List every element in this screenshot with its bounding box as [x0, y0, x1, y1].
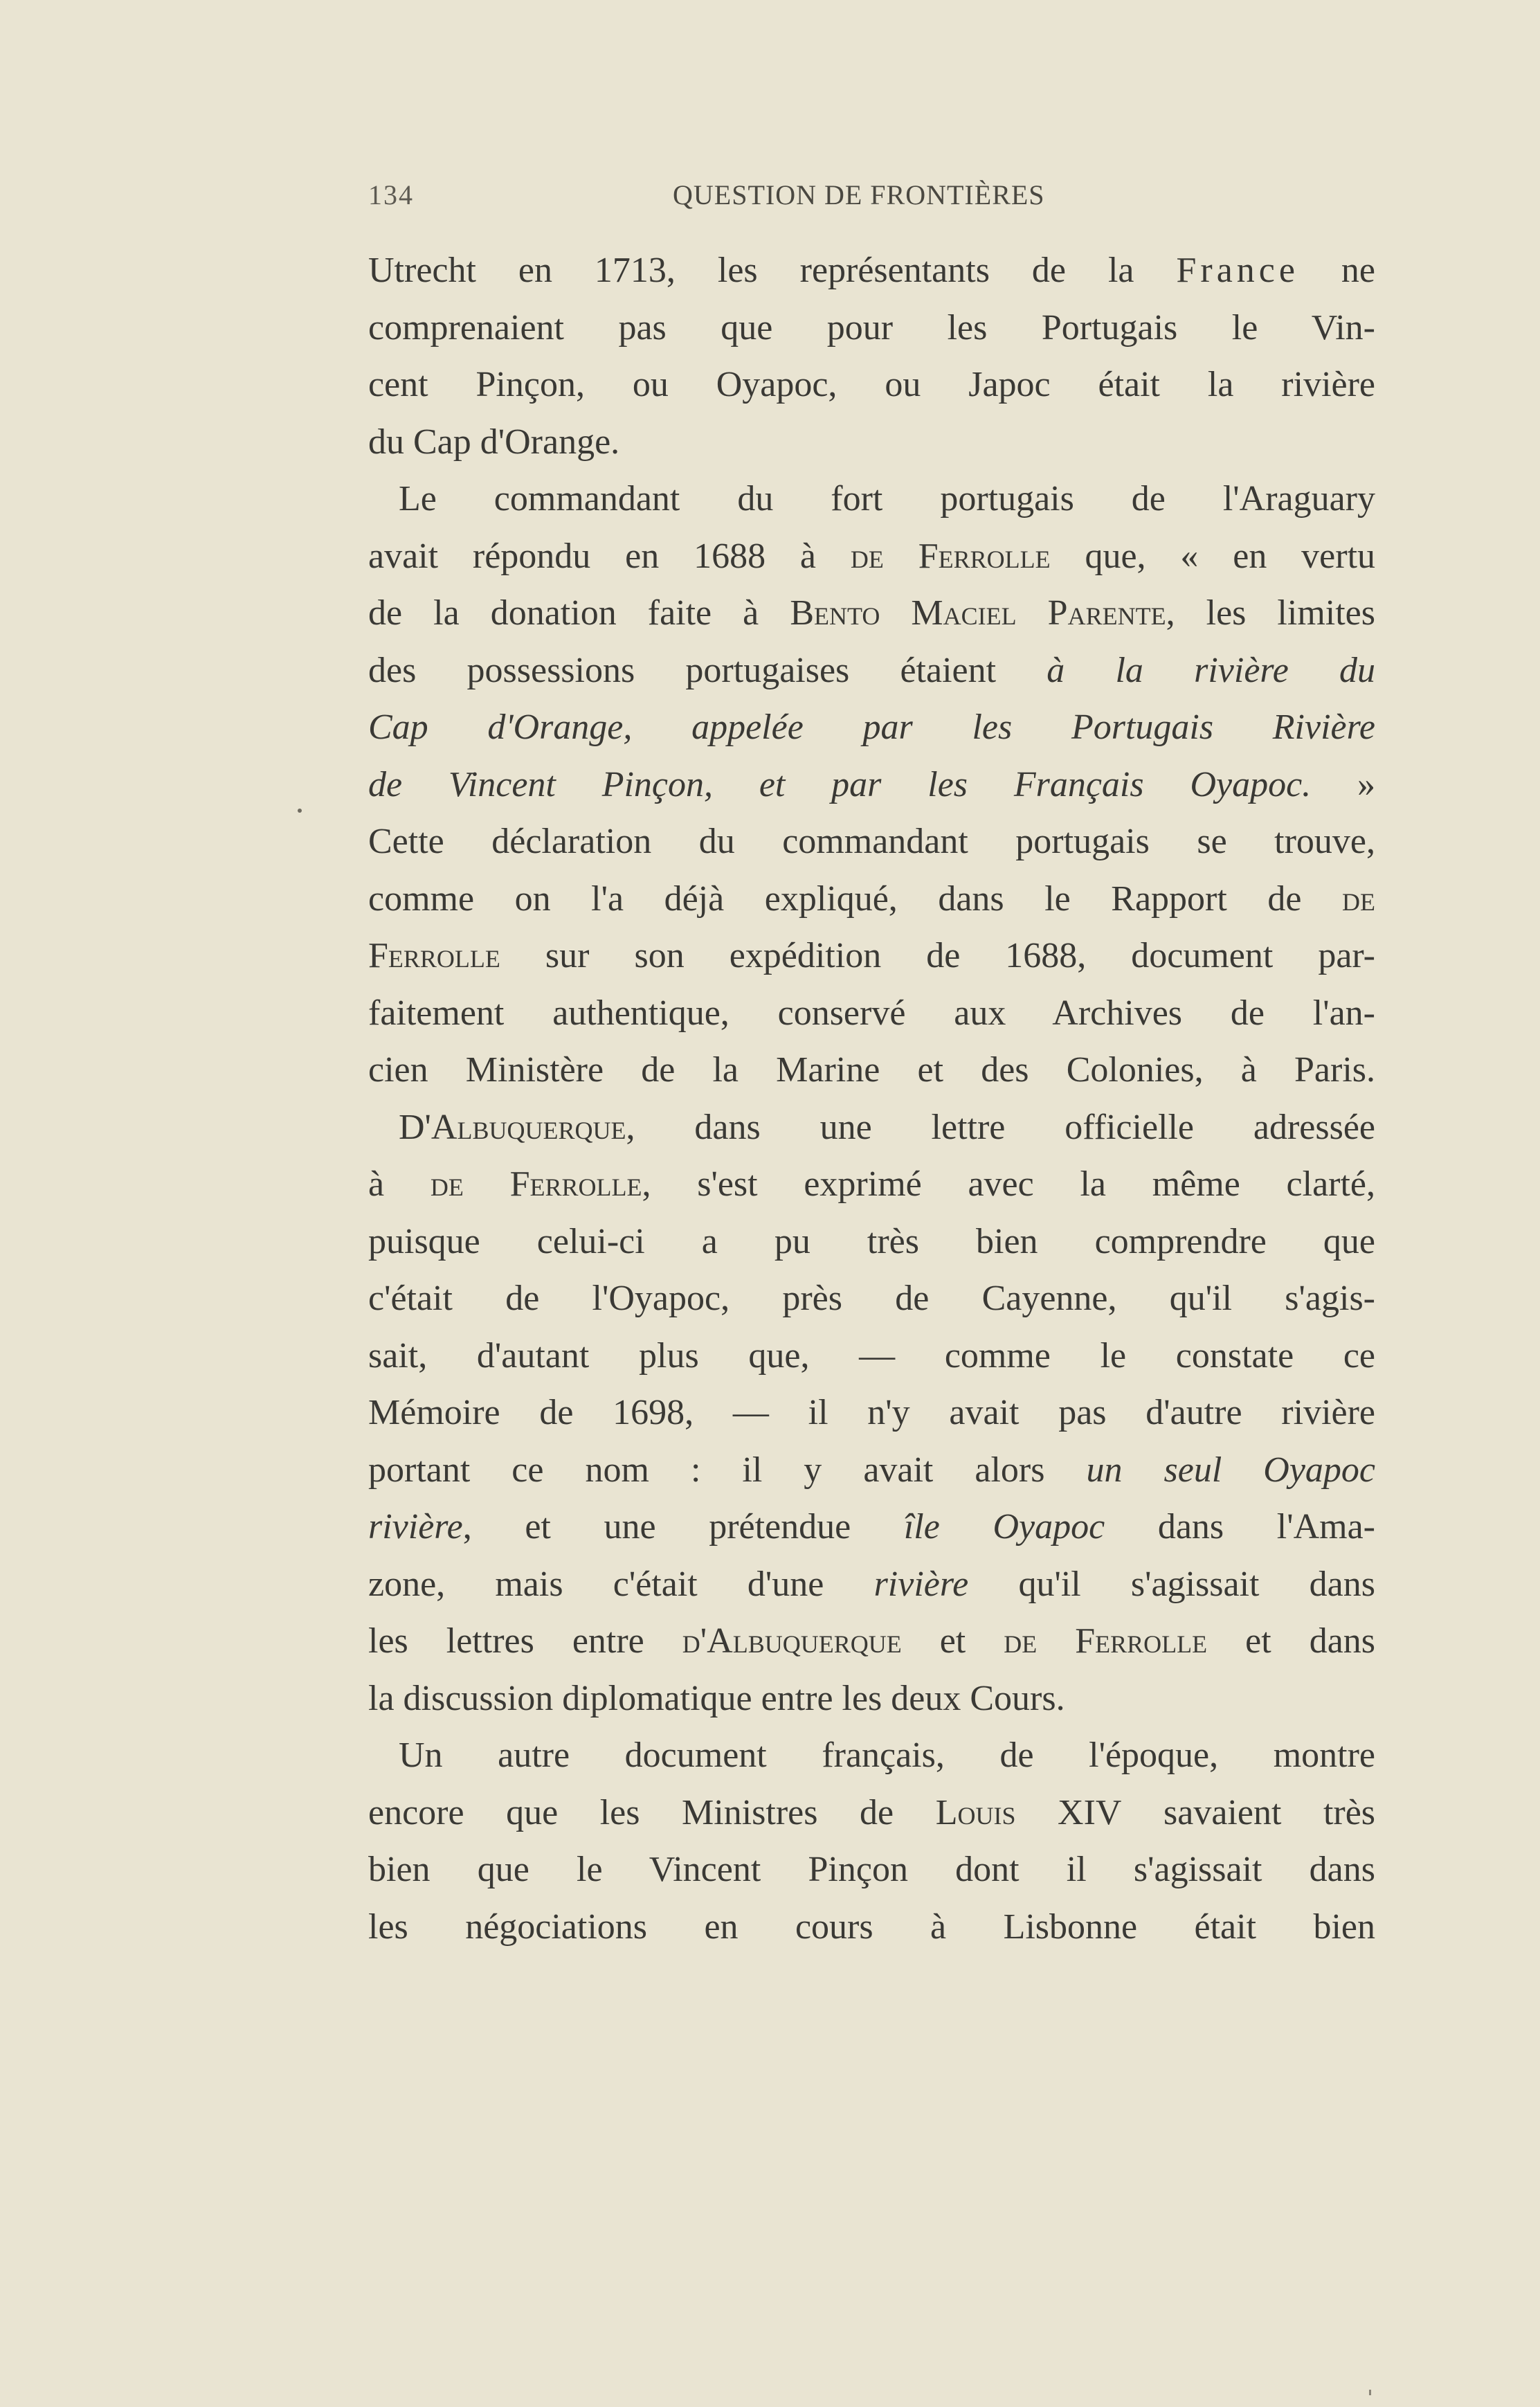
text-span: zone, mais c'était d'une	[368, 1564, 824, 1604]
margin-dot	[298, 809, 302, 813]
running-title: QUESTION DE FRONTIÈRES	[673, 179, 1045, 210]
text-span: ne	[1341, 251, 1375, 290]
text-span: qu'il s'agissait dans	[1018, 1564, 1375, 1604]
text-line	[368, 1556, 1375, 1614]
person-name: Bento Maciel Parente	[790, 593, 1166, 633]
text-span: France	[1176, 251, 1299, 290]
text-line: c'était de l'Oyapoc, près de Cayenne, qu'il s'agis-	[368, 1279, 1375, 1318]
text-line: faitement authentique, conservé aux Archives de l'an-	[368, 993, 1375, 1033]
person-name: d'Albuquerque	[682, 1621, 902, 1661]
quoted-text: à la rivière du	[1047, 650, 1375, 690]
text-span: avait répondu en 1688 à	[368, 536, 816, 576]
text-span: à	[368, 1164, 385, 1204]
text-line	[368, 1785, 1375, 1842]
running-head	[368, 179, 1375, 220]
text-line: cien Ministère de la Marine et des Colonies, à Paris.	[368, 1050, 1375, 1090]
text-line: Cap d'Orange, appelée par les Portugais Rivière	[368, 707, 1375, 747]
text-line	[368, 1156, 1375, 1214]
person-name: de Ferrolle	[430, 1164, 642, 1204]
italic-text: île Oyapoc	[903, 1507, 1105, 1547]
text-span: et	[939, 1621, 966, 1661]
italic-text: rivière	[368, 1507, 463, 1547]
text-line	[368, 928, 1375, 985]
text-span: de la donation faite à	[368, 593, 759, 633]
text-span: savaient très	[1163, 1792, 1375, 1832]
text-line	[368, 642, 1375, 700]
text-line	[368, 528, 1375, 586]
text-span: que, « en vertu	[1085, 536, 1375, 576]
text-span: , et une prétendue	[462, 1507, 851, 1547]
text-line	[368, 1613, 1375, 1670]
text-line: la discussion diplomatique entre les deux Cours.	[368, 1678, 1065, 1718]
text-span: »	[1357, 764, 1375, 804]
person-name: de	[1342, 878, 1375, 919]
text-line: Le commandant du fort portugais de l'Araguary	[399, 479, 1375, 519]
text-line: les négociations en cours à Lisbonne était bien	[368, 1906, 1375, 1947]
text-span: , s'est exprimé avec la même clarté,	[642, 1164, 1375, 1204]
text-line	[368, 1442, 1375, 1499]
text-line	[368, 757, 1375, 814]
text-line: comprenaient pas que pour les Portugais le Vin-	[368, 307, 1375, 348]
text-span: comme on l'a déjà expliqué, dans le Rapport de	[368, 878, 1302, 919]
text-line: cent Pinçon, ou Oyapoc, ou Japoc était la rivière	[368, 365, 1375, 404]
text-span: dans l'Ama-	[1157, 1507, 1375, 1547]
quoted-text: de Vincent Pinçon, et par les Français Oyapoc.	[368, 764, 1312, 804]
person-name: Louis XIV	[935, 1792, 1122, 1832]
text-line	[368, 585, 1375, 642]
person-name: D'Albuquerque	[399, 1107, 626, 1147]
text-line	[368, 242, 1375, 300]
italic-text: rivière	[873, 1564, 969, 1604]
person-name: de Ferrolle	[1004, 1621, 1208, 1661]
text-span: , les limites	[1166, 593, 1375, 633]
text-span: encore que les Ministres de	[368, 1792, 894, 1832]
text-line: du Cap d'Orange.	[368, 422, 620, 462]
text-line	[368, 1499, 1375, 1556]
text-line: Un autre document français, de l'époque, montre	[399, 1736, 1375, 1775]
text-span: les lettres entre	[368, 1621, 644, 1661]
text-line: Mémoire de 1698, — il n'y avait pas d'autre rivière	[368, 1393, 1375, 1432]
page-number: 134	[368, 179, 414, 210]
text-line	[368, 871, 1375, 928]
page-mark	[1369, 2390, 1371, 2395]
text-span: et dans	[1245, 1621, 1375, 1661]
body-text	[368, 242, 1375, 1956]
text-span: sur son expédition de 1688, document par-	[545, 936, 1375, 975]
person-name: Ferrolle	[368, 936, 500, 975]
text-span: des possessions portugaises étaient	[368, 650, 997, 690]
text-line: Cette déclaration du commandant portugais se trouve,	[368, 822, 1375, 861]
text-line	[368, 1099, 1375, 1157]
text-line: puisque celui-ci a pu très bien comprendre que	[368, 1221, 1375, 1261]
person-name: de Ferrolle	[850, 536, 1051, 576]
text-line: sait, d'autant plus que, — comme le constate ce	[368, 1335, 1375, 1376]
text-span: , dans une lettre officielle adressée	[626, 1107, 1375, 1147]
italic-text: un seul Oyapoc	[1086, 1450, 1375, 1490]
text-span: Utrecht en 1713, les représentants de la	[368, 251, 1134, 290]
text-span: portant ce nom : il y avait alors	[368, 1450, 1045, 1490]
text-line: bien que le Vincent Pinçon dont il s'agissait dans	[368, 1850, 1375, 1889]
